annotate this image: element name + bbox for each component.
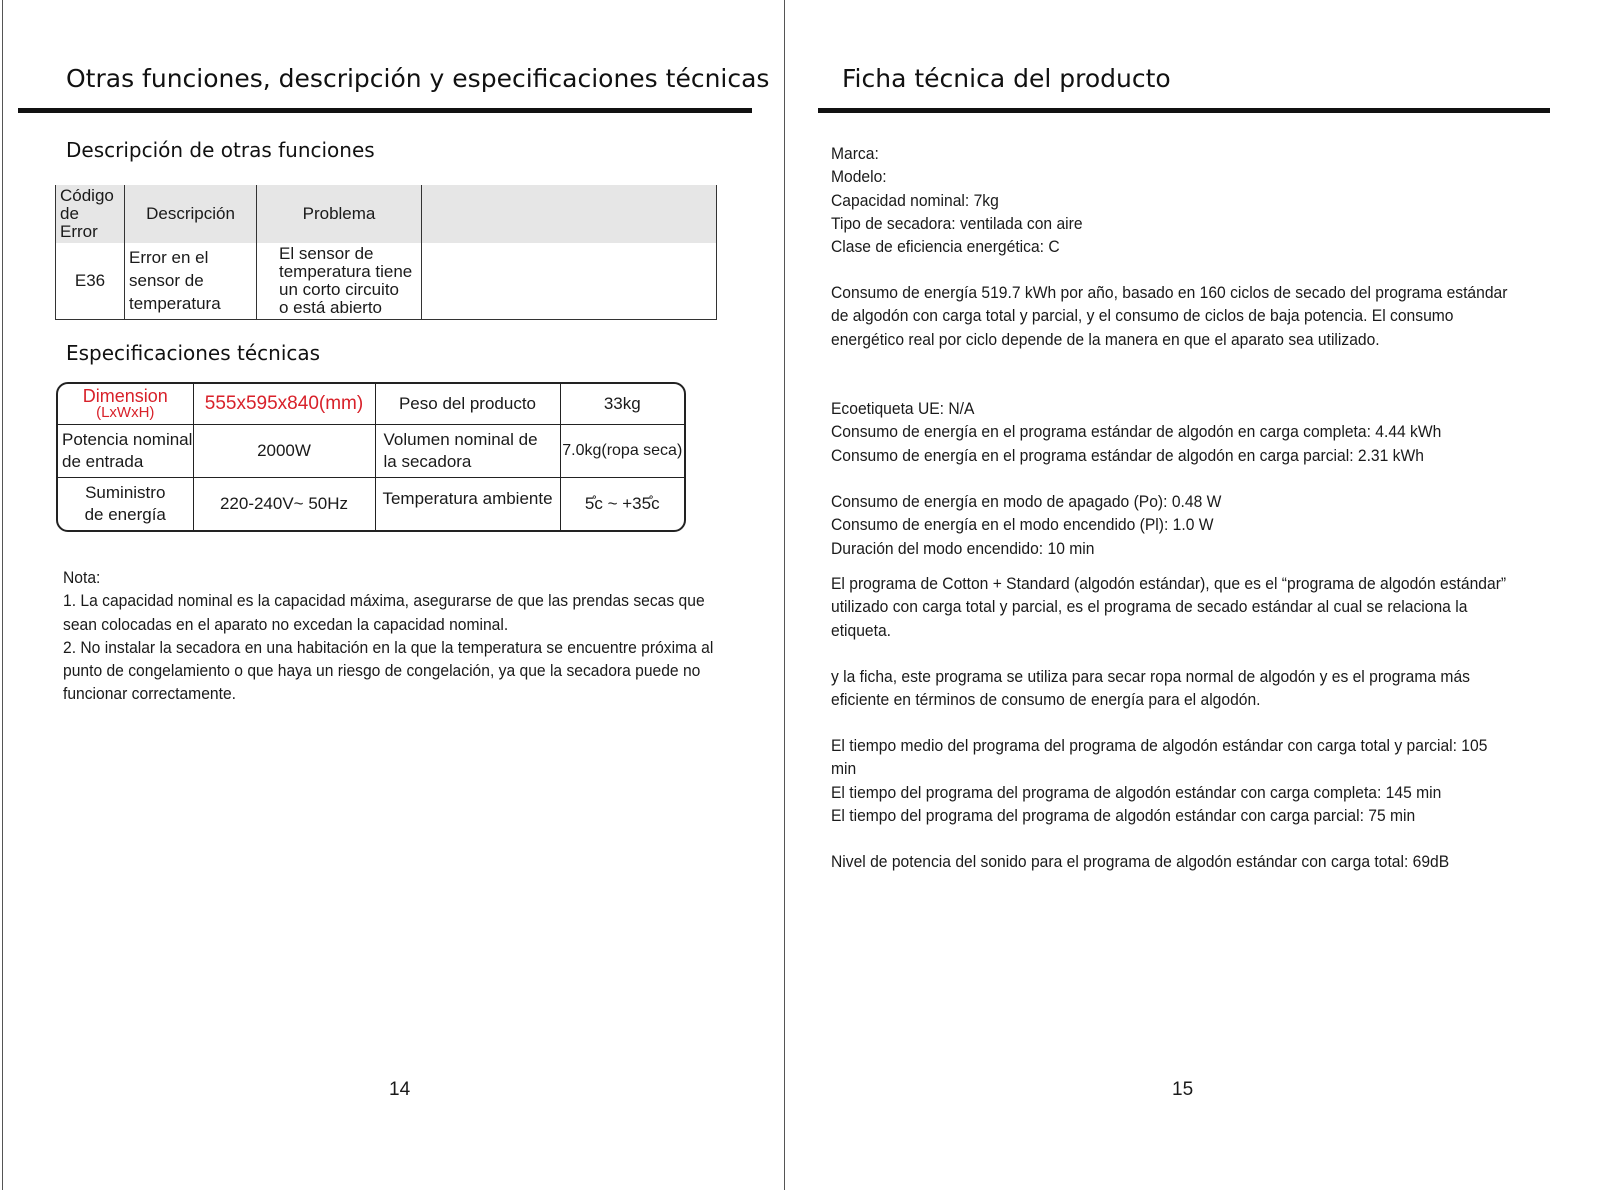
- table-row: [58, 478, 684, 530]
- note-line: 1. La capacidad nominal es la capacidad máxima, asegurarse de que las prendas secas que: [63, 591, 705, 611]
- dimension-label: [58, 384, 193, 425]
- title-rule: [818, 108, 1550, 113]
- cell-empty: [422, 243, 717, 319]
- ecolabel-block: [831, 397, 1441, 467]
- cell-description: Error en el sensor de temperatura: [125, 243, 257, 319]
- dimension-label-text: Dimension: [82, 386, 168, 407]
- power-label-2: de entrada: [62, 452, 144, 472]
- page-number: 15: [1172, 1079, 1194, 1100]
- text-line: min: [831, 759, 857, 779]
- spec-table: [56, 382, 686, 532]
- header-empty: [422, 185, 717, 243]
- spec-block-basic: [831, 142, 1083, 258]
- text-line: de algodón con carga total y parcial, y el consumo de ciclos de baja potencia. El consumo: [831, 306, 1454, 326]
- header-problem: Problema: [257, 185, 422, 243]
- problem-line: o está abierto: [279, 297, 383, 317]
- text-line: utilizado con carga total y parcial, es el programa de secado estándar al cual se relaciona la: [831, 597, 1468, 617]
- header-description: Descripción: [125, 185, 257, 243]
- sound-power-block: [831, 850, 1449, 873]
- page-number: 14: [389, 1079, 411, 1100]
- volume-label-1: Volumen nominal de: [383, 430, 538, 450]
- text-line: Consumo de energía en modo de apagado (Po): 0.48 W: [831, 492, 1222, 511]
- text-line: Tipo de secadora: ventilada con aire: [831, 213, 1083, 233]
- text-line: Consumo de energía 519.7 kWh por año, basado en 160 ciclos de secado del programa estándar: [831, 283, 1508, 302]
- volume-value: 7.0kg(ropa seca): [560, 425, 684, 478]
- power-label-1: Potencia nominal: [62, 430, 193, 450]
- text-line: Duración del modo encendido: 10 min: [831, 538, 1095, 558]
- section-heading-functions: Descripción de otras funciones: [66, 138, 375, 162]
- energy-consumption-block: [831, 281, 1507, 351]
- cell-problem: [257, 243, 422, 319]
- table-header-row: [56, 185, 717, 243]
- supply-value: 220-240V~ 50Hz: [193, 478, 375, 530]
- temp-label: Temperatura ambiente: [375, 478, 560, 530]
- text-line: Consumo de energía en el programa estándar de algodón en carga completa: 4.44 kWh: [831, 422, 1442, 442]
- temp-value: 5̊c ~ +35̊c: [560, 478, 684, 530]
- text-line: El programa de Cotton + Standard (algodón estándar), que es el “programa de algodón estándar”: [831, 574, 1507, 593]
- note-line: punto de congelamiento o que haya un riesgo de congelación, ya que la secadora puede no: [63, 661, 701, 681]
- note-line: 2. No instalar la secadora en una habitación en la que la temperatura se encuentre próxima al: [63, 637, 714, 657]
- table-row: [58, 384, 684, 425]
- page-title-left: Otras funciones, descripción y especificaciones técnicas: [66, 64, 770, 93]
- header-code-text: Código de Error: [60, 186, 114, 241]
- weight-label: Peso del producto: [375, 384, 560, 425]
- note-line: Nota:: [63, 568, 101, 587]
- text-line: Modelo:: [831, 167, 887, 187]
- text-line: Ecoetiqueta UE: N/A: [831, 399, 975, 418]
- text-line: El tiempo del programa del programa de algodón estándar con carga parcial: 75 min: [831, 805, 1416, 825]
- page-edge: [2, 0, 3, 1190]
- text-line: Consumo de energía en el modo encendido (Pl): 1.0 W: [831, 515, 1214, 535]
- text-line: Consumo de energía en el programa estándar de algodón en carga parcial: 2.31 kWh: [831, 445, 1424, 465]
- text-line: Marca:: [831, 144, 879, 163]
- power-value: 2000W: [193, 425, 375, 478]
- text-line: eficiente en términos de consumo de energía para el algodón.: [831, 690, 1261, 710]
- problem-line: temperatura tiene: [279, 261, 413, 281]
- title-rule: [18, 108, 752, 113]
- cell-code: E36: [56, 243, 125, 319]
- text-line: Clase de eficiencia energética: C: [831, 237, 1060, 257]
- page-title-right: Ficha técnica del producto: [842, 64, 1171, 93]
- supply-label-2: de energía: [84, 505, 166, 525]
- problem-line: un corto circuito: [279, 279, 399, 299]
- power-mode-block: [831, 490, 1221, 560]
- text-line: El tiempo medio del programa del programa de algodón estándar con carga total y parcial: 105: [831, 736, 1488, 755]
- text-line: El tiempo del programa del programa de algodón estándar con carga completa: 145 min: [831, 782, 1442, 802]
- text-line: etiqueta.: [831, 620, 892, 640]
- note-line: sean colocadas en el aparato no excedan la capacidad nominal.: [63, 614, 509, 634]
- text-line: energético real por ciclo depende de la manera en que el aparato sea utilizado.: [831, 329, 1380, 349]
- table-row: [58, 425, 684, 478]
- supply-label: [58, 478, 193, 530]
- section-heading-specs: Especificaciones técnicas: [66, 341, 321, 365]
- weight-value: 33kg: [560, 384, 684, 425]
- supply-label-1: Suministro: [85, 483, 166, 503]
- program-time-block: [831, 734, 1487, 827]
- standard-program-block: [831, 572, 1506, 642]
- volume-label: [375, 425, 560, 478]
- power-label: [58, 425, 193, 478]
- dimension-sub: (LxWxH): [96, 404, 155, 422]
- text-line: Capacidad nominal: 7kg: [831, 190, 999, 210]
- program-efficiency-block: [831, 665, 1470, 712]
- header-code: [56, 185, 125, 243]
- page-divider: [784, 0, 785, 1190]
- volume-label-2: la secadora: [383, 452, 472, 472]
- dimension-value: 555x595x840(mm): [193, 384, 375, 425]
- table-row: [56, 243, 717, 319]
- text-line: y la ficha, este programa se utiliza para secar ropa normal de algodón y es el programa más: [831, 667, 1470, 686]
- problem-line: El sensor de: [279, 243, 374, 263]
- error-code-table: [55, 185, 717, 320]
- text-line: Nivel de potencia del sonido para el programa de algodón estándar con carga total: 69dB: [831, 852, 1450, 871]
- note-line: funcionar correctamente.: [63, 684, 237, 704]
- note: [63, 566, 713, 706]
